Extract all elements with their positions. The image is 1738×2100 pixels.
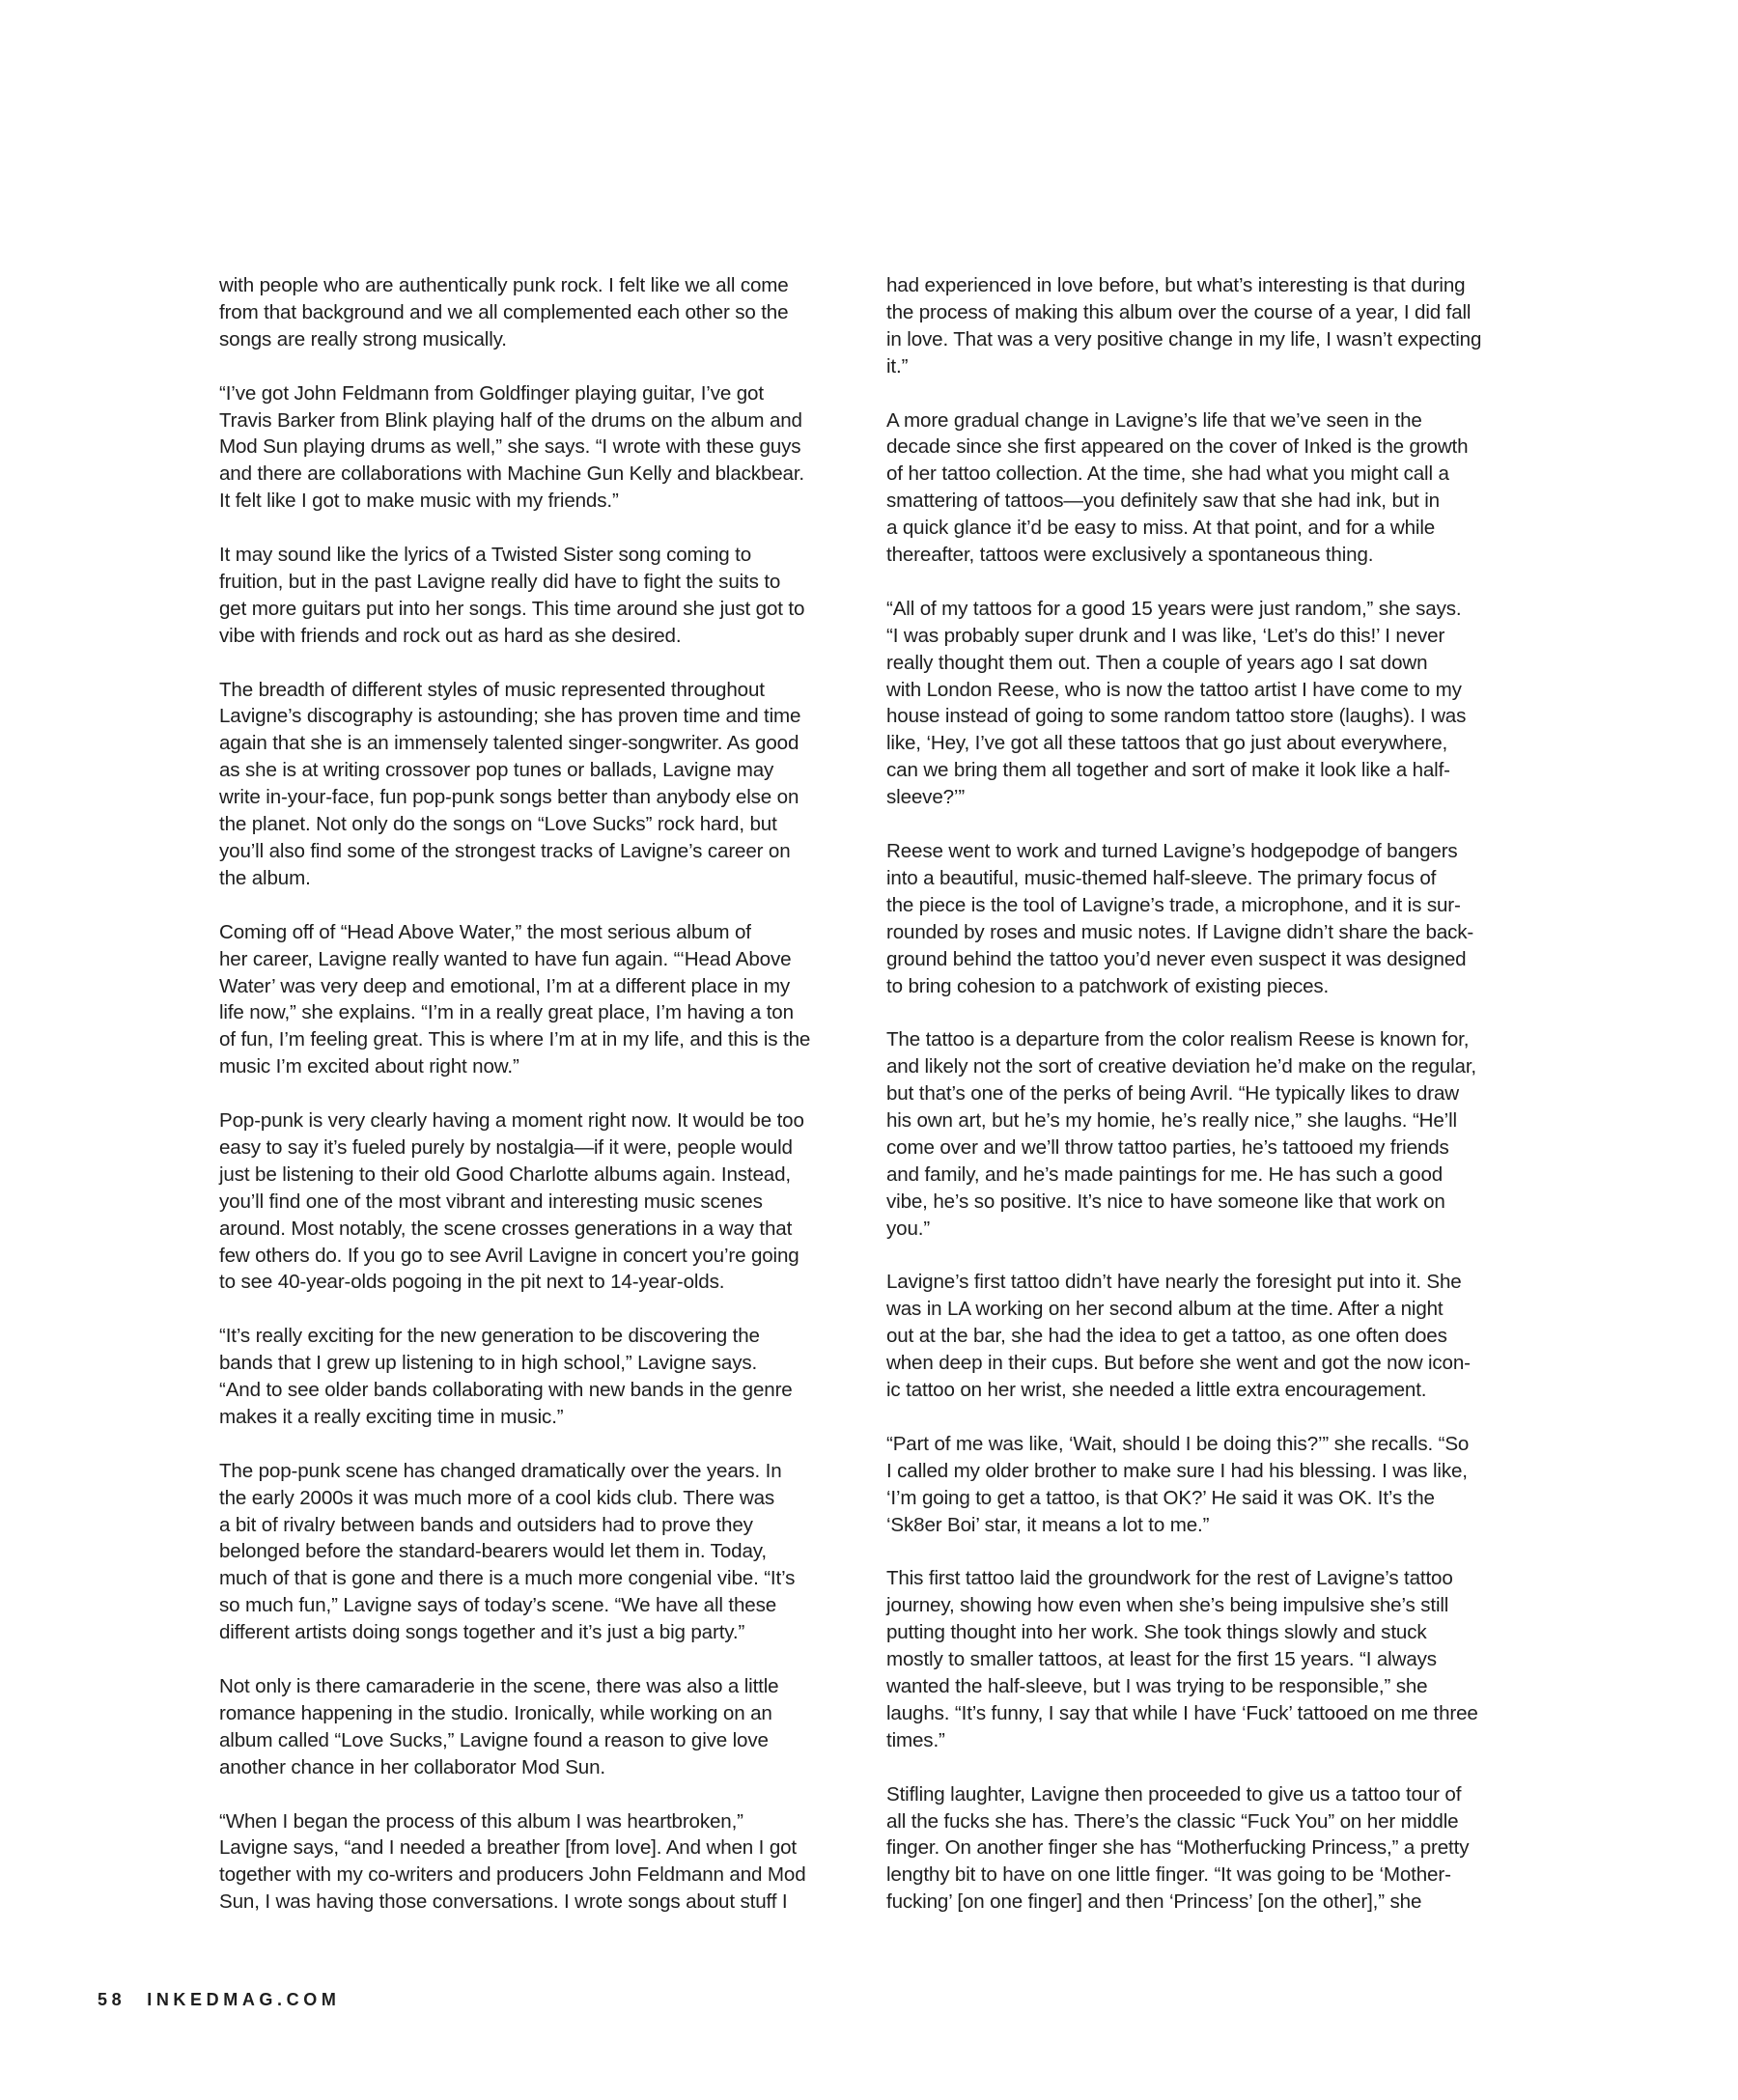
- paragraph: This first tattoo laid the groundwork for the rest of Lavigne’s tattoo journey, showing how even when she’s being impulsive she’s still putting thought into her work. She took things slowly and stuck mostly to smaller tattoos, at least for the first 15 years. “I always wanted the half-sleeve, but I was trying to be responsible,” she laughs. “It’s funny, I say that while I have ‘Fuck’ tattooed on me three times.”: [886, 1567, 1478, 1751]
- paragraph: A more gradual change in Lavigne’s life that we’ve seen in the decade since she first appeared on the cover of Inked is the growth of her tattoo collection. At the time, she had what you might call a smattering of tattoos—you definitely saw that she had ink, but in a quick glance it’d be easy to miss. At that point, and for a while thereafter, tattoos were exclusively a spontaneous thing.: [886, 408, 1469, 567]
- paragraph: “All of my tattoos for a good 15 years were just random,” she says. “I was probably super drunk and I was like, ‘Let’s do this!’ I never really thought them out. Then a couple of years ago I sat down with London Reese, who is now the tattoo artist I have come to my house instead of going to some random tattoo store (laughs). I was like, ‘Hey, I’ve got all these tattoos that go just about everywhere, can we bring them all together and sort of make it look like a half- sleeve?’”: [886, 597, 1467, 809]
- paragraph: Pop-punk is very clearly having a moment right now. It would be too easy to say it’s fueled purely by nostalgia—if it were, people would just be listening to their old Good Charlotte albums again. Instead, you’ll find one of the most vibrant and interesting music scenes around. Most notably, the scene crosses generations in a way that few others do. If you go to see Avril Lavigne in concert you’re going to see 40-year-olds pogoing in the pit next to 14-year-olds.: [219, 1109, 804, 1294]
- paragraph: Reese went to work and turned Lavigne’s hodgepodge of bangers into a beautiful, music-themed half-sleeve. The primary focus of the piece is the tool of Lavigne’s trade, a microphone, and it is sur- rounded by roses and music notes. If Lavigne didn’t share the back- ground behind the tattoo you’d never even suspect it was designed to bring cohesion to a patchwork of existing pieces.: [886, 839, 1474, 997]
- left-text-column: [219, 272, 856, 1916]
- paragraph: The pop-punk scene has changed dramatically over the years. In the early 2000s it was much more of a cool kids club. There was a bit of rivalry between bands and outsiders had to prove they belonged before the standard-bearers would let them in. Today, much of that is gone and there is a much more congenial vibe. “It’s so much fun,” Lavigne says of today’s scene. “We have all these different artists doing songs together and it’s just a big party.”: [219, 1459, 796, 1644]
- right-text-column: [886, 272, 1526, 1916]
- paragraph: had experienced in love before, but what’s interesting is that during the process of making this album over the course of a year, I did fall in love. That was a very positive change in my life, I wasn’t expecting it.”: [886, 274, 1482, 378]
- paragraph: “Part of me was like, ‘Wait, should I be doing this?’” she recalls. “So I called my older brother to make sure I had his blessing. I was like, ‘I’m going to get a tattoo, is that OK?’ He said it was OK. It’s the ‘Sk8er Boi’ star, it means a lot to me.”: [886, 1432, 1470, 1536]
- paragraph: Lavigne’s first tattoo didn’t have nearly the foresight put into it. She was in LA working on her second album at the time. After a night out at the bar, she had the idea to get a tattoo, as one often does when deep in their cups. But before she went and got the now icon- ic tattoo on her wrist, she needed a little extra encouragement.: [886, 1271, 1471, 1402]
- paragraph: “When I began the process of this album I was heartbroken,” Lavigne says, “and I needed a breather [from love]. And when I got together with my co-writers and producers John Feldmann and Mod Sun, I was having those conversations. I wrote songs about stuff I: [219, 1809, 806, 1914]
- paragraph: Stifling laughter, Lavigne then proceeded to give us a tattoo tour of all the fucks she has. There’s the classic “Fuck You” on her middle finger. On another finger she has “Motherfucking Princess,” a pretty lengthy bit to have on one little finger. “It was going to be ‘Mother- fucking’ [on one finger] and then ‘Princess’ [on the other],” she: [886, 1782, 1470, 1914]
- page-footer: [98, 1990, 340, 2010]
- paragraph: “I’ve got John Feldmann from Goldfinger playing guitar, I’ve got Travis Barker from Blink playing half of the drums on the album and Mod Sun playing drums as well,” she says. “I wrote with these guys and there are collaborations with Machine Gun Kelly and blackbear. It felt like I got to make music with my friends.”: [219, 381, 804, 513]
- paragraph: with people who are authentically punk rock. I felt like we all come from that background and we all complemented each other so the songs are really strong musically.: [219, 274, 789, 350]
- paragraph: It may sound like the lyrics of a Twisted Sister song coming to fruition, but in the past Lavigne really did have to fight the suits to get more guitars put into her songs. This time around she just got to vibe with friends and rock out as hard as she desired.: [219, 544, 805, 647]
- paragraph: Coming off of “Head Above Water,” the most serious album of her career, Lavigne really wanted to have fun again. “‘Head Above Water’ was very deep and emotional, I’m at a different place in my life now,” she explains. “I’m in a really great place, I’m having a ton of fun, I’m feeling great. This is where I’m at in my life, and this is the music I’m excited about right now.”: [219, 920, 811, 1078]
- page-number: 58: [98, 1990, 126, 2009]
- paragraph: Not only is there camaraderie in the scene, there was also a little romance happening in the studio. Ironically, while working on an album called “Love Sucks,” Lavigne found a reason to give love another chance in her collaborator Mod Sun.: [219, 1675, 779, 1778]
- paragraph: “It’s really exciting for the new generation to be discovering the bands that I grew up listening to in high school,” Lavigne says. “And to see older bands collaborating with new bands in the genre makes it a really exciting time in music.”: [219, 1325, 793, 1428]
- site-name: INKEDMAG.COM: [147, 1990, 341, 2009]
- paragraph: The tattoo is a departure from the color realism Reese is known for, and likely not the sort of creative deviation he’d make on the regular, but that’s one of the perks of being Avril. “He typically likes to draw his own art, but he’s my homie, he’s really nice,” she laughs. “He’ll come over and we’ll throw tattoo parties, he’s tattooed my friends and family, and he’s made paintings for me. He has such a good vibe, he’s so positive. It’s nice to have someone like that work on you.”: [886, 1028, 1476, 1240]
- paragraph: The breadth of different styles of music represented throughout Lavigne’s discography is astounding; she has proven time and time again that she is an immensely talented singer-songwriter. As good as she is at writing crossover pop tunes or ballads, Lavigne may write in-your-face, fun pop-punk songs better than anybody else on the planet. Not only do the songs on “Love Sucks” rock hard, but you’ll also find some of the strongest tracks of Lavigne’s career on the album.: [219, 678, 801, 889]
